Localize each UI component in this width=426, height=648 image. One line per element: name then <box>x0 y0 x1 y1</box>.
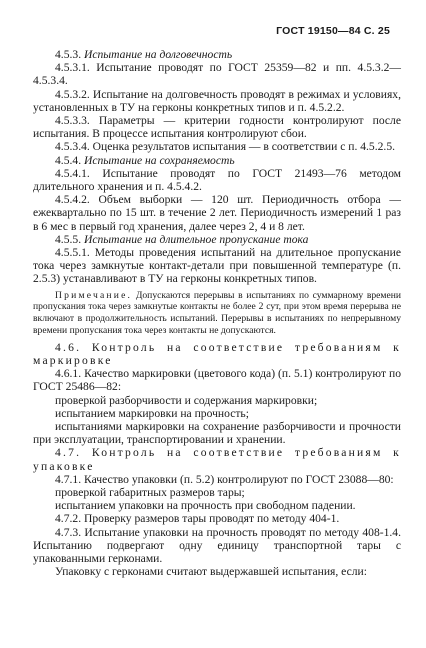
paragraph: 4.5.3.3. Параметры — критерии годности контролируют после испытания. В процессе испытания контролируют сбои. <box>33 114 401 141</box>
paragraph: 4.7.2. Проверку размеров тары проводят по методу 404-1. <box>55 512 340 526</box>
list-item: проверкой разборчивости и содержания маркировки; <box>55 393 318 407</box>
paragraph: 4.5.3.4. Оценка результатов испытания — в соответствии с п. 4.5.2.5. <box>55 140 396 154</box>
section-heading: 4.5.3. Испытание на долговечность <box>55 48 233 61</box>
section-heading: 4.7. Контроль на соответствие требованиям к упаковке <box>33 446 401 473</box>
section-heading: 4.5.4. Испытание на сохраняемость <box>55 153 235 167</box>
list-item: проверкой габаритных размеров тары; <box>55 486 245 500</box>
note-label: Примечание. <box>55 289 133 301</box>
list-item: испытанием упаковки на прочность при свободном падении. <box>55 499 356 513</box>
section-heading: 4.6. Контроль на соответствие требованиям к маркировке <box>33 340 401 368</box>
paragraph: 4.5.3.2. Испытание на долговечность проводят в режимах и условиях, установленных в ТУ на герконы конкретных типов и п. 4.5.2.2. <box>33 87 401 114</box>
section-heading: 4.5.5. Испытание на длительное пропускание тока <box>55 232 309 246</box>
page-header: ГОСТ 19150—84 С. 25 <box>276 25 390 37</box>
note-text: Допускаются перерывы в испытаниях по суммарному времени пропускания тока через замкнутые контакты не более 2 сут, при этом время перерыва не включают в продолжительность испытаний. Перерывы в испытаниях по непрерывному времени пропускания тока через контакты не допускаются. <box>33 289 402 337</box>
paragraph: 4.7.1. Качество упаковки (п. 5.2) контролируют по ГОСТ 23088—80: <box>55 472 394 486</box>
document-body <box>33 48 401 579</box>
paragraph: 4.5.3.1. Испытание проводят по ГОСТ 25359—82 и пп. 4.5.3.2—4.5.3.4. <box>33 61 401 88</box>
paragraph: 4.6.1. Качество маркировки (цветового кода) (п. 5.1) контролируют по ГОСТ 25486—82: <box>33 367 401 394</box>
note <box>33 290 401 337</box>
list-item: испытанием маркировки на прочность; <box>55 406 249 420</box>
paragraph: 4.5.5.1. Методы проведения испытаний на длительное пропускание тока через замкнутые контакт-детали при повышенной температуре (п. 2.5.3) устанавливают в ТУ на герконы конкретных типов. <box>33 246 401 286</box>
paragraph: 4.7.3. Испытание упаковки на прочность проводят по методу 408-1.4. Испытанию подвергают одну единицу транспортной тары с упакованными герконами. <box>33 525 401 566</box>
paragraph: 4.5.4.1. Испытание проводят по ГОСТ 21493—76 методом длительного хранения и п. 4.5.4.2. <box>33 166 401 194</box>
paragraph: 4.5.4.2. Объем выборки — 120 шт. Периодичность отбора — ежеквартально по 15 шт. в течение 2 лет. Периодичность измерений 1 раз в 6 мес в первый год хранения, далее через 2, 4 и 8 лет. <box>33 193 401 233</box>
list-item: испытаниями маркировки на сохранение разборчивости и прочности при эксплуатации, транспортировании и хранении. <box>33 420 401 447</box>
paragraph: Упаковку с герконами считают выдержавшей испытания, если: <box>55 565 367 579</box>
